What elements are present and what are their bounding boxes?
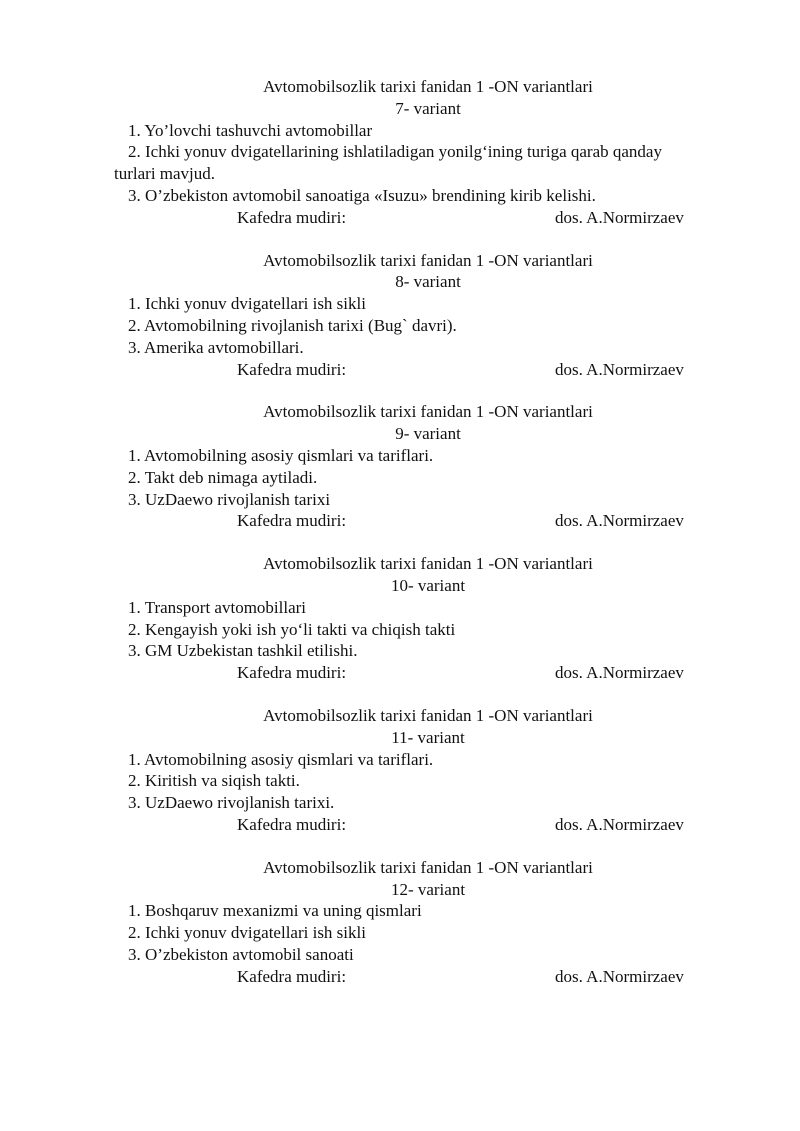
department-head-label: Kafedra mudiri:	[237, 207, 347, 227]
variant-number: 7- variant	[395, 98, 461, 118]
department-head-label: Kafedra mudiri:	[237, 511, 347, 531]
question-2: 2. Takt deb nimaga aytiladi.	[128, 467, 318, 487]
question-2: 2. Kiritish va siqish takti.	[128, 771, 300, 791]
variant-number: 10- variant	[390, 575, 466, 595]
department-head-label: Kafedra mudiri:	[237, 359, 347, 379]
variant-block-9	[0, 401, 800, 532]
question-1: 1. Transport avtomobillari	[128, 597, 307, 617]
signature-line	[0, 510, 800, 532]
question-2: 2. Kengayish yoki ish yo‘li takti va chiqish takti	[128, 619, 456, 639]
block-title: Avtomobilsozlik tarixi fanidan 1 -ON variantlari	[263, 554, 593, 574]
block-title: Avtomobilsozlik tarixi fanidan 1 -ON variantlari	[263, 857, 593, 877]
block-title: Avtomobilsozlik tarixi fanidan 1 -ON variantlari	[263, 77, 593, 96]
question-3: 3. UzDaewo rivojlanish tarixi	[128, 489, 331, 509]
variant-number: 11- variant	[391, 727, 465, 747]
signature-line	[0, 662, 800, 684]
department-head-name: dos. A.Normirzaev	[555, 663, 684, 683]
block-title: Avtomobilsozlik tarixi fanidan 1 -ON variantlari	[263, 250, 593, 270]
question-2-continued: turlari mavjud.	[114, 164, 216, 184]
question-3: 3. O’zbekiston avtomobil sanoati	[128, 944, 354, 964]
question-3: 3. Amerika avtomobillari.	[128, 337, 304, 357]
question-1: 1. Avtomobilning asosiy qismlari va tariflari.	[128, 445, 434, 465]
signature-line	[0, 359, 800, 381]
question-1: 1. Avtomobilning asosiy qismlari va tariflari.	[128, 749, 434, 769]
question-3: 3. UzDaewo rivojlanish tarixi.	[128, 793, 335, 813]
department-head-label: Kafedra mudiri:	[237, 966, 347, 986]
department-head-name: dos. A.Normirzaev	[555, 814, 684, 834]
question-2: 2. Avtomobilning rivojlanish tarixi (Bug` davri).	[128, 315, 457, 335]
variant-block-10	[0, 553, 800, 684]
block-title: Avtomobilsozlik tarixi fanidan 1 -ON variantlari	[263, 402, 593, 422]
question-2: 2. Ichki yonuv dvigatellarining ishlatiladigan yonilg‘ining turiga qarab qanday	[128, 142, 662, 162]
variant-block-8	[0, 250, 800, 381]
question-3: 3. O’zbekiston avtomobil sanoatiga «Isuzu» brendining kirib kelishi.	[128, 185, 596, 205]
variant-number: 12- variant	[390, 879, 466, 899]
department-head-name: dos. A.Normirzaev	[555, 359, 684, 379]
question-3: 3. GM Uzbekistan tashkil etilishi.	[128, 641, 358, 661]
question-1: 1. Yo’lovchi tashuvchi avtomobillar	[128, 120, 373, 140]
department-head-label: Kafedra mudiri:	[237, 663, 347, 683]
variant-block-11	[0, 705, 800, 836]
variant-number: 8- variant	[395, 272, 461, 292]
variant-block-12	[0, 857, 800, 988]
signature-line	[0, 814, 800, 836]
signature-line	[0, 966, 800, 988]
variant-block-7	[0, 76, 800, 229]
department-head-label: Kafedra mudiri:	[237, 814, 347, 834]
question-1: 1. Ichki yonuv dvigatellari ish sikli	[128, 294, 366, 314]
department-head-name: dos. A.Normirzaev	[555, 207, 684, 227]
department-head-name: dos. A.Normirzaev	[555, 966, 684, 986]
signature-line	[0, 207, 800, 229]
variant-number: 9- variant	[395, 424, 461, 444]
department-head-name: dos. A.Normirzaev	[555, 511, 684, 531]
block-title: Avtomobilsozlik tarixi fanidan 1 -ON variantlari	[263, 705, 593, 725]
question-2: 2. Ichki yonuv dvigatellari ish sikli	[128, 923, 366, 943]
document-page	[0, 76, 800, 1008]
question-1: 1. Boshqaruv mexanizmi va uning qismlari	[128, 901, 422, 921]
